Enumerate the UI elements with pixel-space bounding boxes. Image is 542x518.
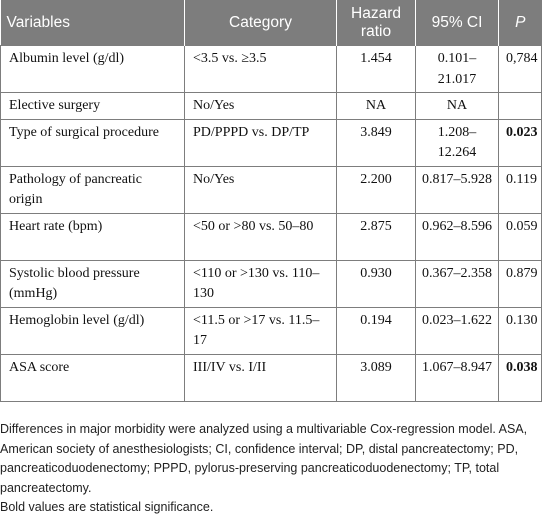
header-p: P — [499, 0, 542, 46]
cell-category: No/Yes — [185, 93, 337, 120]
cell-p-value: 0.879 — [499, 260, 542, 307]
table-row — [1, 213, 542, 260]
cell-hazard-ratio: 0.194 — [337, 307, 416, 354]
header-ci: 95% CI — [416, 0, 499, 46]
cell-p-value: 0,784 — [499, 46, 542, 93]
cell-ci: NA — [416, 93, 499, 120]
cell-ci: 0.817–5.928 — [416, 166, 499, 213]
table-footnotes — [0, 420, 540, 518]
cell-hazard-ratio: 2.875 — [337, 213, 416, 260]
table-row — [1, 354, 542, 401]
cell-category: <11.5 or >17 vs. 11.5–17 — [185, 307, 337, 354]
cell-category: <50 or >80 vs. 50–80 — [185, 213, 337, 260]
cell-ci: 0.023–1.622 — [416, 307, 499, 354]
cell-hazard-ratio: 0.930 — [337, 260, 416, 307]
cell-category: <110 or >130 vs. 110–130 — [185, 260, 337, 307]
table-row — [1, 307, 542, 354]
table-row — [1, 93, 542, 120]
cell-category: PD/PPPD vs. DP/TP — [185, 119, 337, 166]
table-header-row — [1, 0, 542, 46]
cell-variable: Heart rate (bpm) — [1, 213, 185, 260]
cell-category: No/Yes — [185, 166, 337, 213]
cell-variable: Systolic blood pressure (mmHg) — [1, 260, 185, 307]
footnote-abbreviations: Differences in major morbidity were analyzed using a multivariable Cox-regression model. ASA, American society of anesthesiologists; CI, confidence interval; DP, distal pancreatectomy; PD, pancreaticoduodenectomy; PPPD, pylorus-preserving pancreaticoduodenectomy; TP, total pancreatectomy. — [0, 422, 528, 495]
cell-ci: 0.367–2.358 — [416, 260, 499, 307]
cell-p-value-significant: 0.038 — [499, 354, 542, 401]
cell-variable: Hemoglobin level (g/dl) — [1, 307, 185, 354]
cell-p-value — [499, 93, 542, 120]
cell-variable: ASA score — [1, 354, 185, 401]
cell-variable: Type of surgical procedure — [1, 119, 185, 166]
cell-p-value-significant: 0.023 — [499, 119, 542, 166]
table-row — [1, 166, 542, 213]
cell-ci: 0.962–8.596 — [416, 213, 499, 260]
table-row — [1, 260, 542, 307]
cell-ci: 1.067–8.947 — [416, 354, 499, 401]
cell-variable: Albumin level (g/dl) — [1, 46, 185, 93]
table-row — [1, 119, 542, 166]
header-hazard-ratio: Hazard ratio — [337, 0, 416, 46]
cell-category: III/IV vs. I/II — [185, 354, 337, 401]
table-row — [1, 46, 542, 93]
cell-p-value: 0.059 — [499, 213, 542, 260]
header-variables: Variables — [1, 0, 185, 46]
cell-hazard-ratio: 3.089 — [337, 354, 416, 401]
cell-ci: 1.208–12.264 — [416, 119, 499, 166]
header-category: Category — [185, 0, 337, 46]
cell-variable: Pathology of pancreatic origin — [1, 166, 185, 213]
cell-p-value: 0.130 — [499, 307, 542, 354]
footnote-bold-note: Bold values are statistical significance. — [0, 500, 214, 514]
cell-hazard-ratio: 2.200 — [337, 166, 416, 213]
cell-ci: 0.101–21.017 — [416, 46, 499, 93]
cell-variable: Elective surgery — [1, 93, 185, 120]
cell-hazard-ratio: 3.849 — [337, 119, 416, 166]
cell-hazard-ratio: NA — [337, 93, 416, 120]
cell-p-value: 0.119 — [499, 166, 542, 213]
cell-category: <3.5 vs. ≥3.5 — [185, 46, 337, 93]
cell-hazard-ratio: 1.454 — [337, 46, 416, 93]
